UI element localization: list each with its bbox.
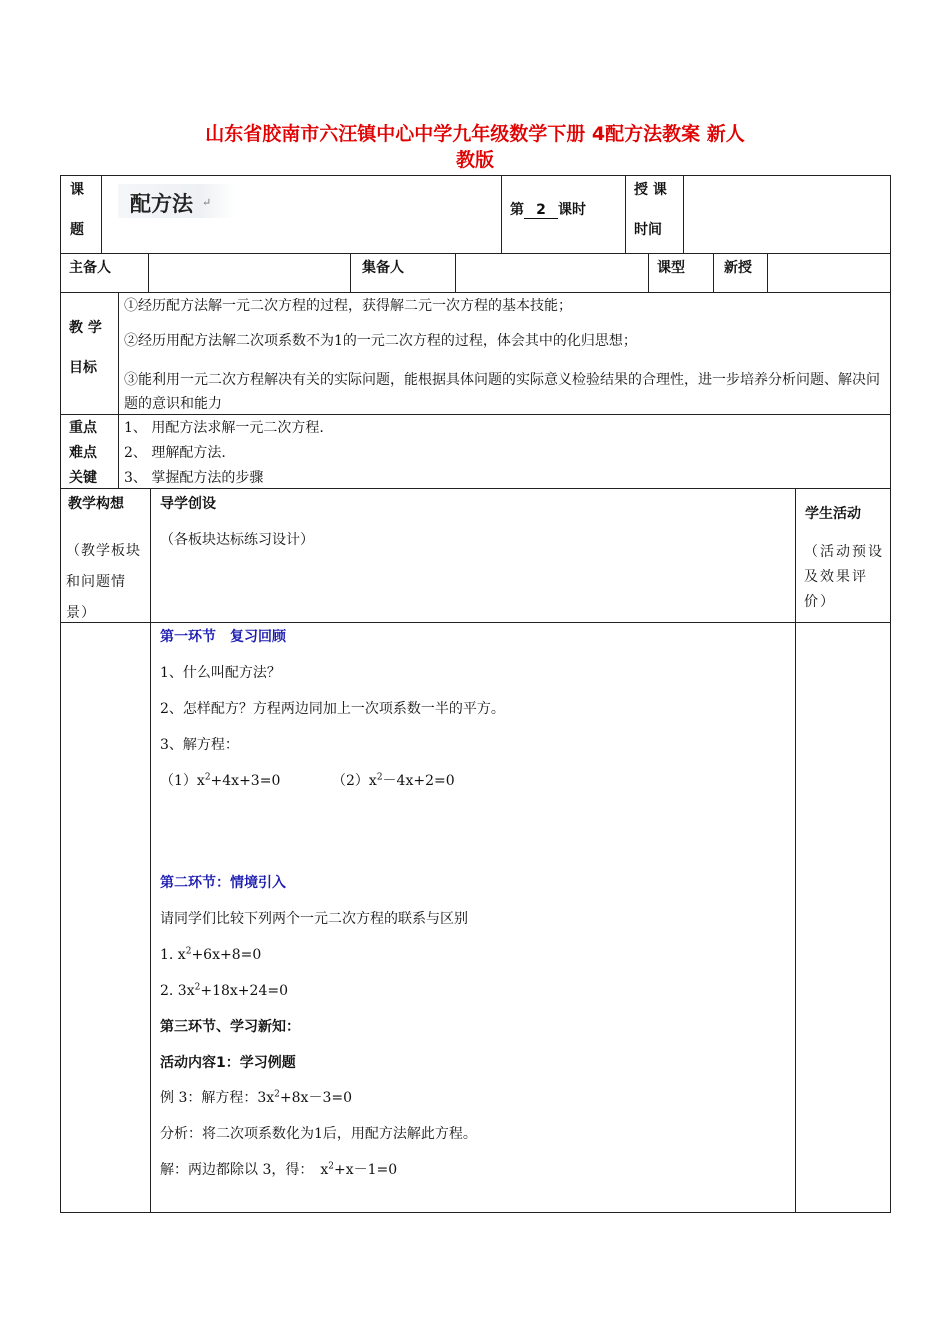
key-item: 2、 理解配方法. (124, 445, 226, 461)
question-1: 1、什么叫配方法？ (160, 665, 281, 681)
objective-item: ③能利用一元二次方程解决有关的实际问题，能根据具体问题的实际意义检验结果的合理性，进一步培养分析问题、解决问题的意识和能力 (124, 372, 880, 412)
analysis-text: 分析：将二次项系数化为1后，用配方法解此方程。 (160, 1126, 477, 1142)
table-rule (683, 175, 684, 253)
design-middle-note: （各板块达标练习设计） (160, 532, 314, 548)
course-label-1: 课 (70, 182, 84, 198)
objective-item: ①经历配方法解一元二次方程的过程，获得解二元一次方程的基本技能； (124, 298, 572, 314)
equation-2: $(2)x^2-4x+2=0$ (332, 772, 455, 789)
equation-1: $(1)x^2+4x+3=0$ (160, 772, 281, 789)
teach-time-label-1: 授 课 (634, 182, 667, 198)
lesson-type-value: 新授 (724, 260, 752, 276)
compare-equation-2: 2. $3x^2+18x+24=0$ (160, 982, 288, 999)
table-rule (60, 292, 891, 293)
key-label: 难点 (69, 445, 97, 461)
table-rule (455, 253, 456, 292)
design-right-note: （活动预设及效果评价） (804, 544, 884, 610)
design-left-note: （教学板块和问题情景） (66, 543, 141, 621)
design-right-title: 学生活动 (805, 506, 861, 522)
compare-prompt: 请同学们比较下列两个一元二次方程的联系与区别 (160, 911, 468, 927)
solution-text: 解：两边都除以 3，得： $x^2+x-1=0$ (160, 1161, 398, 1178)
table-rule (350, 253, 351, 292)
table-border-left (60, 175, 61, 1213)
preparer-label: 主备人 (69, 260, 111, 276)
key-item: 3、 掌握配方法的步骤 (124, 470, 264, 486)
table-border-bottom (60, 1212, 891, 1213)
table-rule (118, 292, 119, 488)
table-rule (101, 175, 102, 253)
objective-item: ②经历用配方法解二次项系数不为1的一元二次方程的过程，体会其中的化归思想； (124, 333, 637, 349)
title-line-2: 教版 (455, 149, 494, 171)
lesson-type-label: 课型 (657, 260, 685, 276)
table-rule (148, 253, 149, 292)
design-left-title: 教学构想 (68, 496, 124, 512)
collective-label: 集备人 (362, 260, 404, 276)
question-3: 3、解方程： (160, 737, 239, 753)
key-label: 重点 (69, 420, 97, 436)
section-2-title: 第二环节：情境引入 (160, 875, 286, 891)
course-label-2: 题 (70, 222, 84, 238)
table-rule (713, 253, 714, 292)
section-3-title: 第三环节、学习新知： (160, 1019, 300, 1035)
table-rule (795, 488, 796, 1213)
table-border-top (60, 175, 891, 176)
table-rule (648, 253, 649, 292)
period-number: 2 (524, 202, 558, 219)
table-border-right (890, 175, 891, 1213)
title-line-1: 山东省胶南市六汪镇中心中学九年级数学下册 4配方法教案 新人 (205, 123, 745, 145)
design-middle-title: 导学创设 (160, 496, 216, 512)
question-2: 2、怎样配方？方程两边同加上一次项系数一半的平方。 (160, 701, 505, 717)
document-title (60, 121, 890, 173)
table-rule (60, 622, 891, 623)
table-rule (501, 175, 502, 253)
teach-time-label-2: 时间 (634, 222, 662, 238)
example-3: 例 3：解方程：$3x^2+8x-3=0$ (160, 1089, 352, 1106)
activity-1-title: 活动内容1：学习例题 (160, 1055, 296, 1071)
table-rule (60, 488, 891, 489)
table-rule (625, 175, 626, 253)
section-1-title: 第一环节 复习回顾 (160, 629, 286, 645)
table-rule (150, 488, 151, 1213)
key-item: 1、 用配方法求解一元二次方程. (124, 420, 324, 436)
key-label: 关键 (69, 470, 97, 486)
lesson-topic: 配方法 (130, 192, 193, 216)
topic-image (118, 184, 236, 218)
objectives-label-1: 教 学 (69, 320, 102, 336)
return-mark-icon: ↵ (202, 196, 212, 209)
objectives-label-2: 目标 (69, 360, 97, 376)
table-rule (767, 253, 768, 292)
lesson-period: 第 2 课时 (510, 202, 586, 218)
compare-equation-1: 1. $x^2+6x+8=0$ (160, 946, 262, 963)
